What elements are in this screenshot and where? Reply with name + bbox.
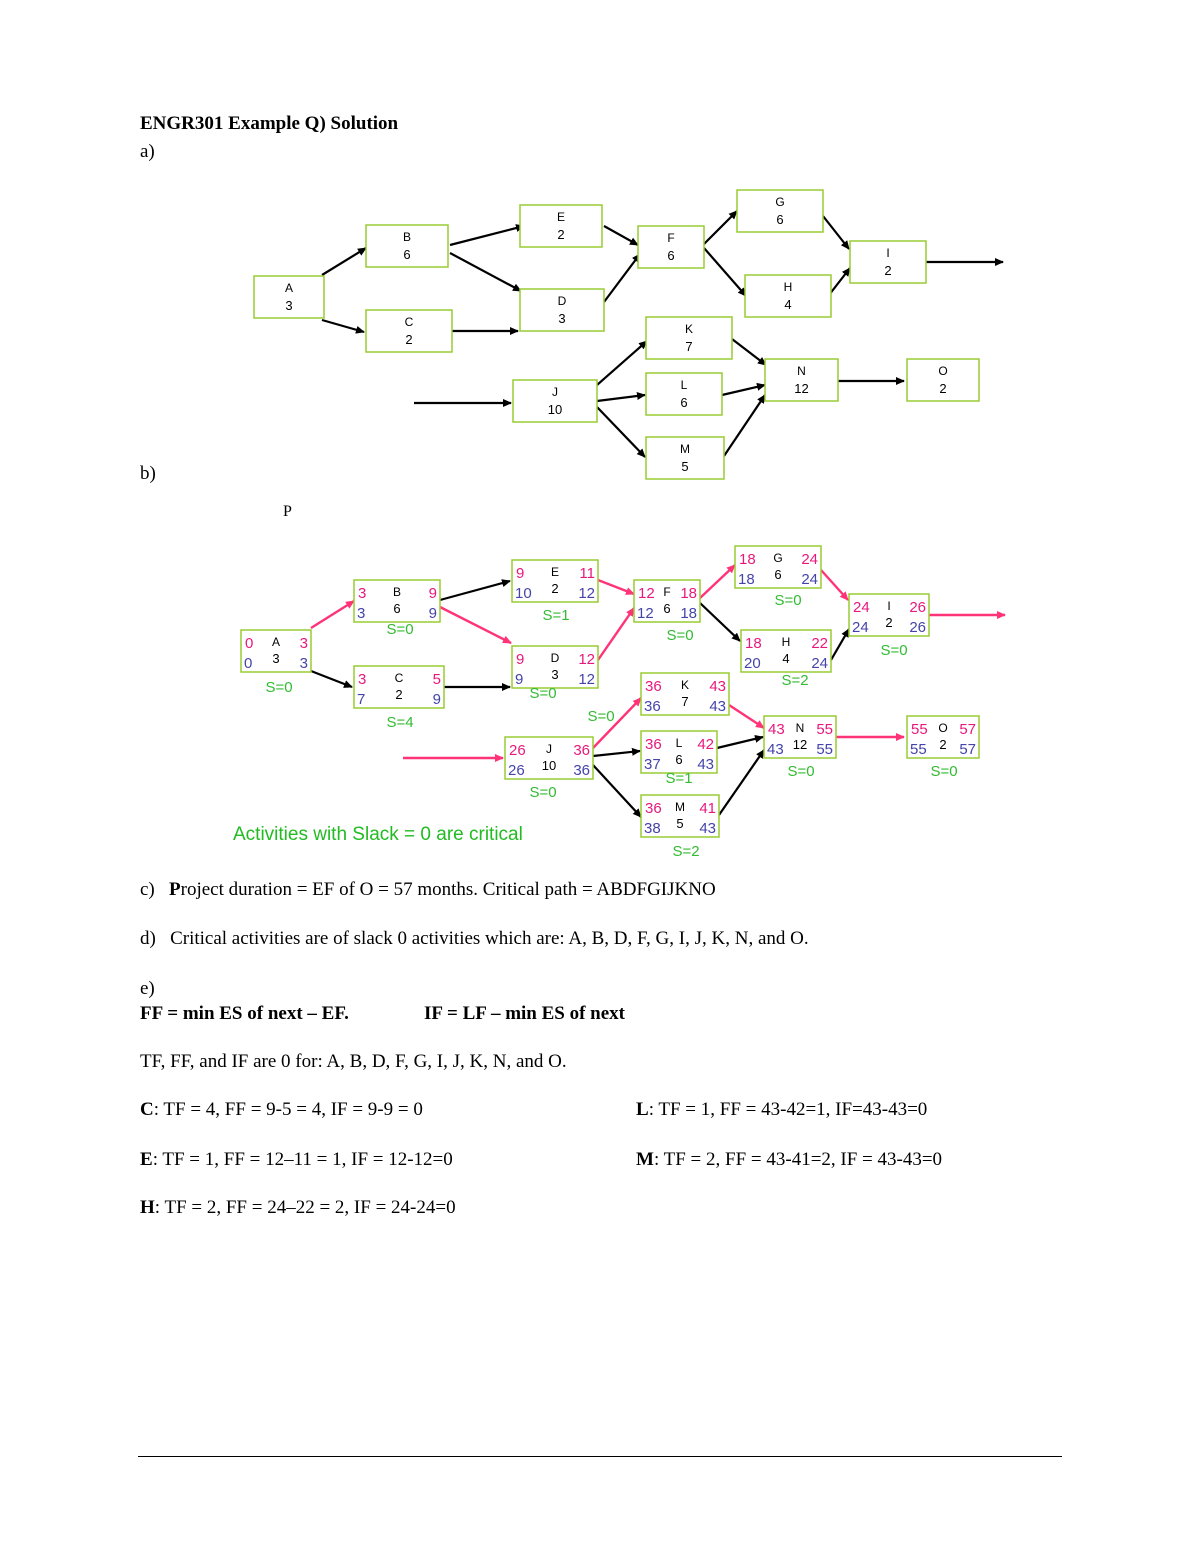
activity-node bbox=[850, 241, 926, 283]
early-finish: 26 bbox=[909, 599, 926, 616]
activity-node bbox=[512, 646, 598, 702]
network-diagram-a bbox=[0, 180, 1200, 490]
slack-label: S=0 bbox=[529, 784, 557, 801]
activity-label: O bbox=[938, 364, 948, 378]
activity-node bbox=[254, 276, 324, 318]
early-start: 55 bbox=[911, 721, 928, 738]
critical-arrow bbox=[700, 565, 735, 598]
answer-item-m bbox=[636, 1149, 942, 1171]
item-text: : TF = 2, FF = 43-41=2, IF = 43-43=0 bbox=[653, 1149, 943, 1170]
answer-c-text: roject duration = EF of O = 57 months. Critical path = ABDFGIJKNO bbox=[180, 879, 716, 900]
activity-label: K bbox=[680, 678, 690, 692]
activity-label: H bbox=[783, 280, 793, 294]
arrow-a bbox=[597, 395, 645, 401]
part-b-label: b) bbox=[140, 463, 156, 484]
early-start: 3 bbox=[358, 585, 367, 602]
arrow bbox=[700, 603, 740, 641]
activity-node bbox=[520, 289, 604, 331]
late-finish: 24 bbox=[811, 655, 828, 672]
early-finish: 24 bbox=[801, 551, 818, 568]
activity-node bbox=[638, 226, 704, 268]
activity-node bbox=[907, 716, 979, 780]
slack-label: S=0 bbox=[666, 627, 694, 644]
early-start: 18 bbox=[739, 551, 756, 568]
answer-e-label: e) bbox=[140, 978, 155, 999]
activity-node bbox=[241, 630, 311, 696]
early-start: 24 bbox=[853, 599, 870, 616]
activity-node bbox=[765, 359, 838, 401]
activity-label: H bbox=[781, 635, 791, 649]
arrow bbox=[311, 671, 352, 687]
answer-item-h bbox=[140, 1197, 456, 1219]
answer-item-l bbox=[636, 1099, 927, 1121]
early-start: 3 bbox=[358, 671, 367, 688]
activity-label: L bbox=[680, 378, 688, 392]
activity-duration: 6 bbox=[774, 567, 782, 582]
slack-label: S=0 bbox=[774, 592, 802, 609]
early-start: 9 bbox=[516, 651, 525, 668]
activity-duration: 2 bbox=[885, 615, 893, 630]
late-start: 20 bbox=[744, 655, 761, 672]
activity-duration: 2 bbox=[405, 332, 413, 347]
activity-duration: 6 bbox=[663, 601, 671, 616]
activity-node bbox=[646, 437, 724, 479]
item-id: H bbox=[140, 1197, 155, 1218]
early-finish: 22 bbox=[811, 635, 828, 652]
activity-duration: 6 bbox=[667, 248, 675, 263]
slack-label: S=0 bbox=[386, 621, 414, 638]
late-finish: 12 bbox=[578, 671, 595, 688]
activity-label: J bbox=[552, 385, 558, 399]
activity-node bbox=[513, 380, 597, 422]
late-finish: 43 bbox=[699, 820, 716, 837]
slack-label: S=0 bbox=[880, 642, 908, 659]
arrow bbox=[719, 750, 764, 815]
activity-duration: 10 bbox=[547, 402, 563, 417]
activity-duration: 3 bbox=[285, 298, 293, 313]
activity-label: A bbox=[284, 281, 294, 295]
activity-node bbox=[849, 594, 929, 659]
arrow-a bbox=[322, 248, 366, 275]
activity-label: E bbox=[556, 210, 566, 224]
activity-label: I bbox=[886, 246, 890, 260]
slack-label: S=2 bbox=[781, 672, 809, 689]
late-finish: 43 bbox=[709, 698, 726, 715]
activity-label: G bbox=[773, 551, 783, 565]
answer-item-e bbox=[140, 1149, 453, 1171]
late-start: 10 bbox=[515, 585, 532, 602]
activity-duration: 4 bbox=[784, 297, 792, 312]
activity-label: A bbox=[271, 635, 281, 649]
arrow-a bbox=[724, 395, 765, 456]
item-text: : TF = 4, FF = 9-5 = 4, IF = 9-9 = 0 bbox=[153, 1099, 423, 1120]
late-finish: 55 bbox=[816, 741, 833, 758]
activity-label: B bbox=[392, 585, 402, 599]
answer-c bbox=[140, 879, 716, 901]
early-finish: 3 bbox=[299, 635, 308, 652]
early-start: 36 bbox=[645, 736, 662, 753]
part-a-label: a) bbox=[140, 141, 155, 162]
arrow bbox=[440, 581, 510, 600]
activity-node bbox=[512, 560, 598, 624]
activity-label: F bbox=[667, 231, 675, 245]
activity-duration: 6 bbox=[680, 395, 688, 410]
activity-node bbox=[741, 630, 831, 689]
early-start: 18 bbox=[745, 635, 762, 652]
arrow-a bbox=[732, 339, 766, 365]
activity-label: L bbox=[675, 736, 683, 750]
activity-duration: 2 bbox=[884, 263, 892, 278]
activity-duration: 5 bbox=[681, 459, 689, 474]
early-start: 36 bbox=[645, 678, 662, 695]
activity-duration: 12 bbox=[792, 737, 808, 752]
early-start: 43 bbox=[768, 721, 785, 738]
arrow-a bbox=[597, 341, 647, 385]
arrow-a bbox=[823, 216, 849, 249]
early-finish: 41 bbox=[699, 800, 716, 817]
early-start: 0 bbox=[245, 635, 254, 652]
activity-duration: 3 bbox=[551, 667, 559, 682]
activity-duration: 2 bbox=[395, 687, 403, 702]
late-start: 9 bbox=[515, 671, 524, 688]
late-start: 37 bbox=[644, 756, 661, 773]
arrow-a bbox=[322, 320, 364, 332]
late-start: 55 bbox=[910, 741, 927, 758]
activity-label: C bbox=[394, 671, 404, 685]
arrow-a bbox=[704, 211, 737, 244]
activity-label: D bbox=[557, 294, 567, 308]
footer-rule bbox=[138, 1456, 1062, 1457]
early-finish: 57 bbox=[959, 721, 976, 738]
late-start: 0 bbox=[244, 655, 253, 672]
activity-node bbox=[366, 225, 448, 267]
activity-node bbox=[354, 580, 440, 638]
late-start: 3 bbox=[357, 605, 366, 622]
activity-label: J bbox=[546, 742, 552, 756]
activity-label: M bbox=[675, 800, 685, 814]
tf-zero-line: TF, FF, and IF are 0 for: A, B, D, F, G, I, J, K, N, and O. bbox=[140, 1051, 567, 1072]
stray-p-label: P bbox=[283, 503, 292, 520]
slack-label: S=0 bbox=[787, 763, 815, 780]
arrow-a bbox=[450, 253, 521, 291]
late-finish: 26 bbox=[909, 619, 926, 636]
arrow-a bbox=[450, 226, 524, 245]
activity-node bbox=[646, 373, 722, 415]
activity-node bbox=[646, 317, 732, 359]
activity-duration: 7 bbox=[685, 339, 693, 354]
late-start: 43 bbox=[767, 741, 784, 758]
item-id: M bbox=[636, 1149, 654, 1170]
activity-node bbox=[737, 190, 823, 232]
arrow-a bbox=[604, 254, 640, 302]
late-finish: 12 bbox=[578, 585, 595, 602]
activity-duration: 3 bbox=[558, 311, 566, 326]
ff-formula: FF = min ES of next – EF. bbox=[140, 1003, 349, 1024]
activity-node bbox=[520, 205, 602, 247]
late-start: 7 bbox=[357, 691, 366, 708]
critical-arrow bbox=[311, 601, 354, 628]
arrow-a bbox=[597, 407, 645, 457]
arrow-a bbox=[722, 385, 765, 395]
item-text: : TF = 1, FF = 12–11 = 1, IF = 12-12=0 bbox=[152, 1149, 453, 1170]
activity-label: B bbox=[402, 230, 412, 244]
late-finish: 9 bbox=[428, 605, 437, 622]
activity-label: F bbox=[663, 585, 671, 599]
early-finish: 11 bbox=[579, 565, 595, 582]
late-start: 24 bbox=[852, 619, 869, 636]
activity-label: E bbox=[550, 565, 560, 579]
late-finish: 18 bbox=[680, 605, 697, 622]
activity-node bbox=[641, 795, 719, 860]
critical-arrow bbox=[598, 580, 634, 594]
activity-duration: 7 bbox=[681, 694, 689, 709]
critical-note: Activities with Slack = 0 are critical bbox=[233, 824, 523, 845]
activity-label: M bbox=[680, 442, 690, 456]
early-start: 12 bbox=[638, 585, 655, 602]
early-finish: 55 bbox=[816, 721, 833, 738]
early-finish: 36 bbox=[573, 742, 590, 759]
answer-d bbox=[140, 928, 809, 950]
early-finish: 5 bbox=[432, 671, 441, 688]
late-finish: 24 bbox=[801, 571, 818, 588]
early-start: 9 bbox=[516, 565, 525, 582]
late-finish: 57 bbox=[959, 741, 976, 758]
item-text: : TF = 1, FF = 43-42=1, IF=43-43=0 bbox=[648, 1099, 928, 1120]
arrow-a bbox=[704, 248, 746, 296]
early-finish: 43 bbox=[709, 678, 726, 695]
late-start: 18 bbox=[738, 571, 755, 588]
critical-arrow bbox=[821, 570, 848, 600]
critical-arrow bbox=[440, 607, 511, 643]
late-start: 36 bbox=[644, 698, 661, 715]
late-finish: 36 bbox=[573, 762, 590, 779]
slack-label: S=2 bbox=[672, 843, 700, 860]
answer-c-bold-letter: P bbox=[169, 879, 181, 900]
late-finish: 3 bbox=[299, 655, 308, 672]
slack-label: S=1 bbox=[665, 770, 693, 787]
activity-label: C bbox=[404, 315, 414, 329]
slack-label: S=1 bbox=[542, 607, 570, 624]
activity-duration: 2 bbox=[551, 581, 559, 596]
activity-label: D bbox=[550, 651, 560, 665]
item-id: E bbox=[140, 1149, 153, 1170]
activity-node bbox=[907, 359, 979, 401]
if-formula: IF = LF – min ES of next bbox=[424, 1003, 626, 1024]
critical-arrow bbox=[729, 705, 764, 728]
late-start: 26 bbox=[508, 762, 525, 779]
item-text: : TF = 2, FF = 24–22 = 2, IF = 24-24=0 bbox=[154, 1197, 456, 1218]
activity-label: K bbox=[684, 322, 694, 336]
activity-node bbox=[735, 546, 821, 609]
early-finish: 9 bbox=[428, 585, 437, 602]
activity-duration: 2 bbox=[939, 737, 947, 752]
activity-node bbox=[634, 580, 700, 644]
answer-item-c bbox=[140, 1099, 423, 1121]
slack-label: S=0 bbox=[529, 685, 557, 702]
arrow-a bbox=[604, 226, 638, 245]
activity-node bbox=[505, 737, 593, 801]
item-id: L bbox=[636, 1099, 649, 1120]
activity-duration: 6 bbox=[393, 601, 401, 616]
arrow bbox=[831, 629, 849, 660]
answer-d-label: d) bbox=[140, 928, 156, 949]
activity-duration: 6 bbox=[403, 247, 411, 262]
activity-node bbox=[354, 666, 444, 731]
answer-d-text: Critical activities are of slack 0 activities which are: A, B, D, F, G, I, J, K, N, and O. bbox=[170, 928, 809, 949]
activity-label: N bbox=[795, 721, 805, 735]
page-title: ENGR301 Example Q) Solution bbox=[140, 113, 399, 134]
answer-c-label: c) bbox=[140, 879, 155, 900]
activity-duration: 2 bbox=[939, 381, 947, 396]
activity-node bbox=[641, 731, 717, 787]
activity-duration: 6 bbox=[675, 752, 683, 767]
slack-label: S=4 bbox=[386, 714, 414, 731]
item-id: C bbox=[140, 1099, 154, 1120]
activity-duration: 10 bbox=[541, 758, 557, 773]
activity-duration: 3 bbox=[272, 651, 280, 666]
slack-label: S=0 bbox=[587, 708, 615, 725]
slack-label: S=0 bbox=[930, 763, 958, 780]
activity-label: G bbox=[775, 195, 785, 209]
late-start: 12 bbox=[637, 605, 654, 622]
arrow bbox=[593, 765, 641, 817]
activity-label: O bbox=[938, 721, 948, 735]
network-diagram-b bbox=[0, 500, 1200, 870]
early-finish: 18 bbox=[680, 585, 697, 602]
slack-label: S=0 bbox=[265, 679, 293, 696]
early-start: 26 bbox=[509, 742, 526, 759]
early-finish: 12 bbox=[578, 651, 595, 668]
arrow bbox=[717, 737, 763, 748]
activity-duration: 5 bbox=[676, 816, 684, 831]
late-start: 38 bbox=[644, 820, 661, 837]
activity-node bbox=[764, 716, 836, 780]
critical-arrow bbox=[598, 608, 634, 660]
activity-duration: 12 bbox=[794, 381, 809, 396]
activity-node bbox=[745, 275, 831, 317]
arrow-a bbox=[829, 268, 850, 295]
activity-duration: 2 bbox=[557, 227, 565, 242]
late-finish: 9 bbox=[432, 691, 441, 708]
early-start: 36 bbox=[645, 800, 662, 817]
activity-node bbox=[587, 673, 729, 725]
activity-node bbox=[366, 310, 452, 352]
activity-label: I bbox=[887, 599, 891, 613]
arrow bbox=[593, 751, 640, 756]
activity-duration: 6 bbox=[776, 212, 784, 227]
activity-duration: 4 bbox=[782, 651, 790, 666]
activity-label: N bbox=[797, 364, 806, 378]
early-finish: 42 bbox=[697, 736, 714, 753]
late-finish: 43 bbox=[697, 756, 714, 773]
